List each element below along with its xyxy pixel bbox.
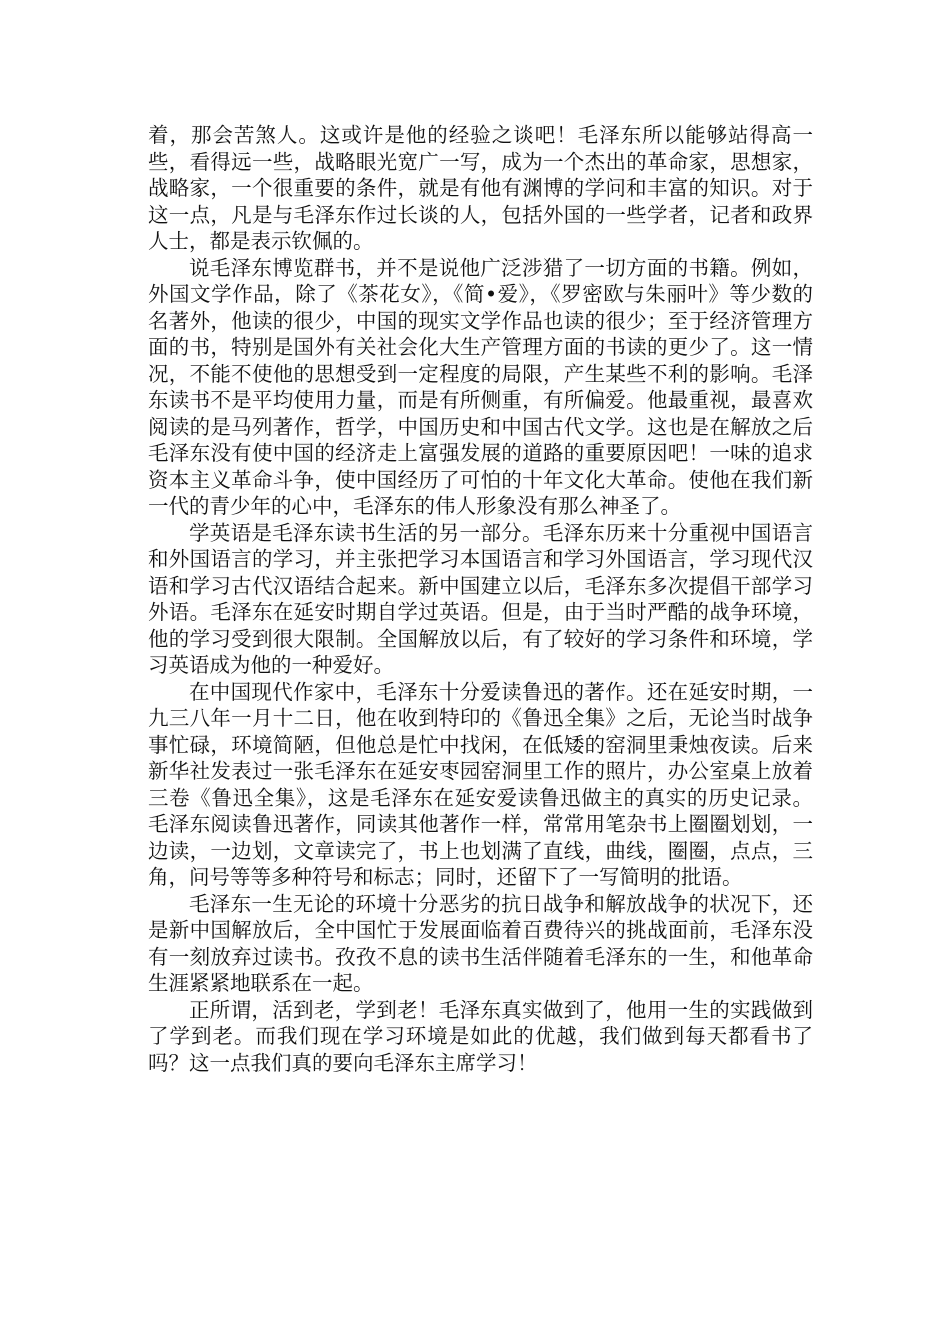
paragraph-6: 正所谓，活到老，学到老！毛泽东真实做到了，他用一生的实践做到了学到老。而我们现在学习环境是如此的优越，我们做到每天都看书了吗？这一点我们真的要向毛泽东主席学习！ xyxy=(148,997,813,1075)
paragraph-4: 在中国现代作家中，毛泽东十分爱读鲁迅的著作。还在延安时期，一九三八年一月十二日，他在收到特印的《鲁迅全集》之后，无论当时战争事忙碌，环境简陋，但他总是忙中找闲，在低矮的窑洞里秉烛夜读。后来新华社发表过一张毛泽东在延安枣园窑洞里工作的照片，办公室桌上放着三卷《鲁迅全集》，这是毛泽东在延安爱读鲁迅做主的真实的历史记录。毛泽东阅读鲁迅著作，同读其他著作一样，常常用笔杂书上圈圈划划，一边读，一边划，文章读完了，书上也划满了直线，曲线，圈圈，点点，三角，问号等等多种符号和标志；同时，还留下了一写简明的批语。 xyxy=(148,679,813,889)
paragraph-3: 学英语是毛泽东读书生活的另一部分。毛泽东历来十分重视中国语言和外国语言的学习，并主张把学习本国语言和学习外国语言，学习现代汉语和学习古代汉语结合起来。新中国建立以后，毛泽东多次提倡干部学习外语。毛泽东在延安时期自学过英语。但是，由于当时严酷的战争环境，他的学习受到很大限制。全国解放以后，有了较好的学习条件和环境，学习英语成为他的一种爱好。 xyxy=(148,520,813,677)
paragraph-1: 着，那会苦煞人。这或许是他的经验之谈吧！毛泽东所以能够站得高一些，看得远一些，战略眼光宽广一写，成为一个杰出的革命家，思想家，战略家，一个很重要的条件，就是有他有渊博的学问和丰富的知识。对于这一点，凡是与毛泽东作过长谈的人，包括外国的一些学者，记者和政界人士，都是表示钦佩的。 xyxy=(148,123,813,253)
paragraph-5: 毛泽东一生无论的环境十分恶劣的抗日战争和解放战争的状况下，还是新中国解放后，全中国忙于发展面临着百费待兴的挑战面前，毛泽东没有一刻放弃过读书。孜孜不息的读书生活伴随着毛泽东的一生，和他革命生涯紧紧地联系在一起。 xyxy=(148,891,813,995)
article-body xyxy=(148,122,813,1076)
paragraph-2: 说毛泽东博览群书，并不是说他广泛涉猎了一切方面的书籍。例如，外国文学作品，除了《茶花女》，《简•爱》，《罗密欧与朱丽叶》等少数的名著外，他读的很少，中国的现实文学作品也读的很少；至于经济管理方面的书，特别是国外有关社会化大生产管理方面的书读的更少了。这一情况，不能不使他的思想受到一定程度的局限，产生某些不利的影响。毛泽东读书不是平均使用力量，而是有所侧重，有所偏爱。他最重视，最喜欢阅读的是马列著作，哲学，中国历史和中国古代文学。这也是在解放之后毛泽东没有使中国的经济走上富强发展的道路的重要原因吧！一味的追求资本主义革命斗争，使中国经历了可怕的十年文化大革命。使他在我们新一代的青少年的心中，毛泽东的伟人形象没有那么神圣了。 xyxy=(148,255,813,518)
